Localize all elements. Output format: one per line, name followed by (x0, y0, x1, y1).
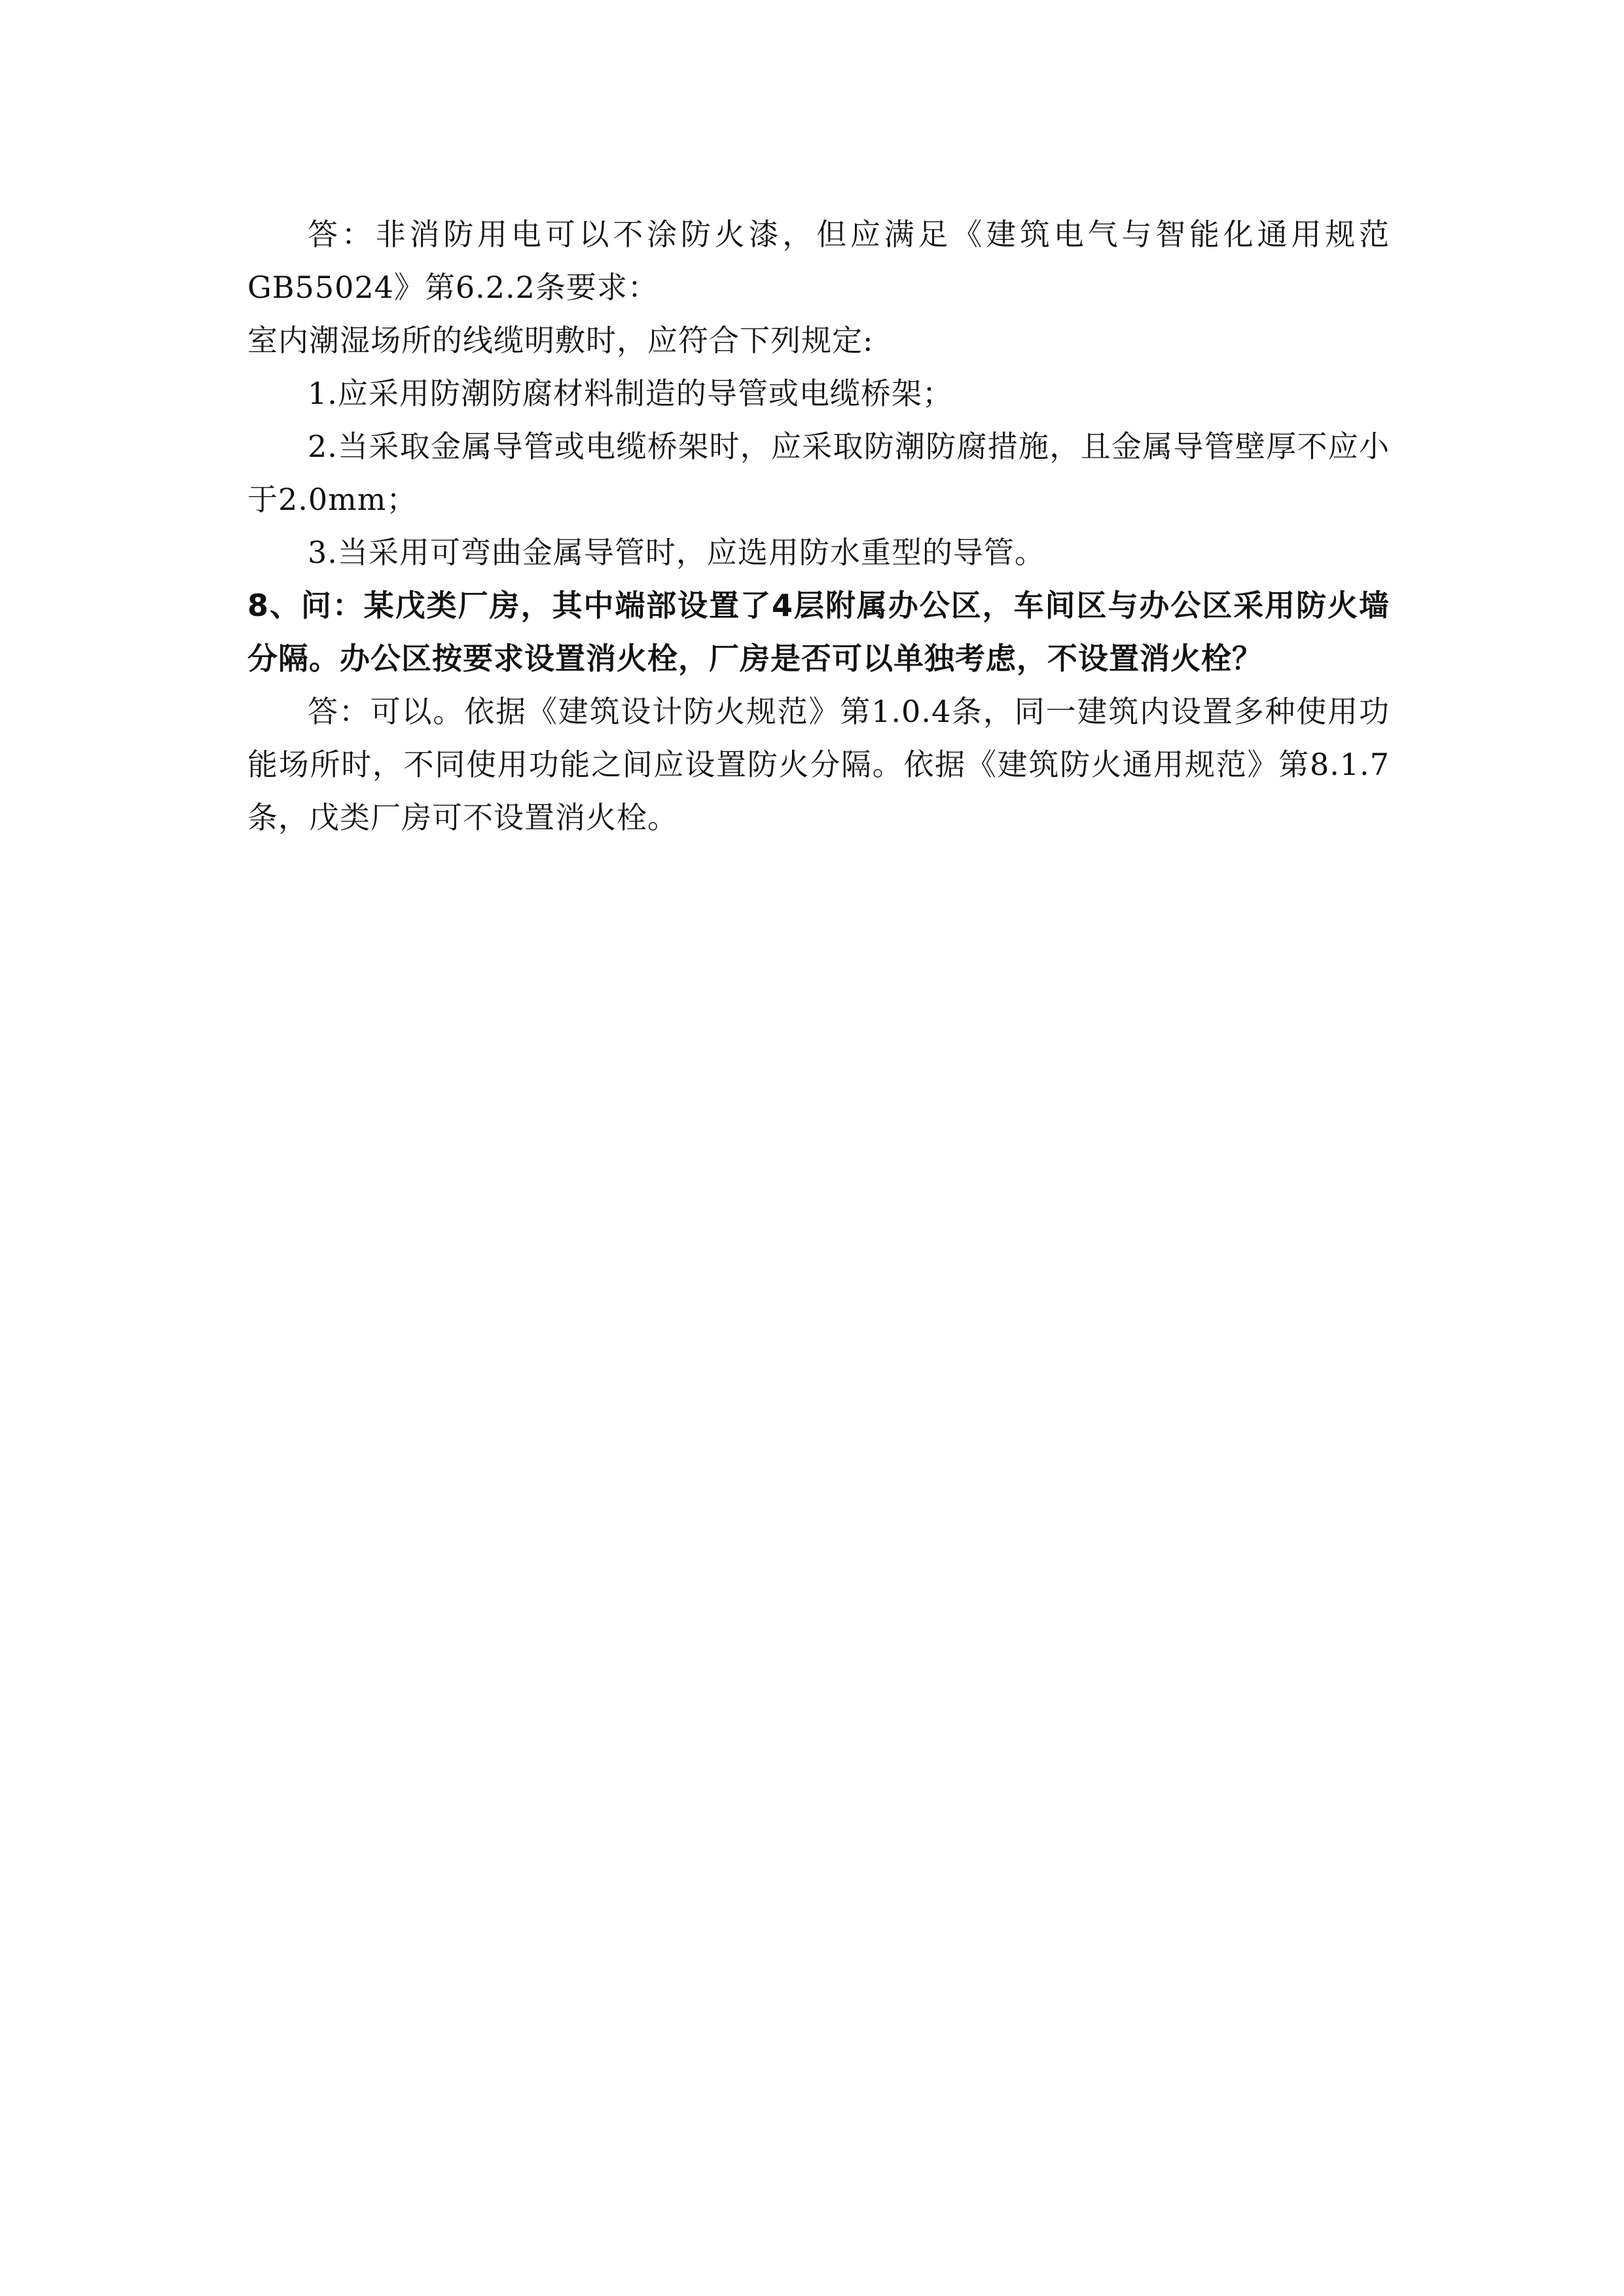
answer-paragraph-7: 答：非消防用电可以不涂防火漆，但应满足《建筑电气与智能化通用规范GB55024》第6.2.2条要求： (247, 217, 1390, 305)
question-paragraph-8: 8、问：某戊类厂房，其中端部设置了4层附属办公区，车间区与办公区采用防火墙分隔。办公区按要求设置消火栓，厂房是否可以单独考虑，不设置消火栓？ (247, 588, 1390, 676)
rule-item-2: 2.当采取金属导管或电缆桥架时，应采取防潮防腐措施，且金属导管壁厚不应小于2.0mm； (247, 429, 1390, 517)
rule-intro-paragraph: 室内潮湿场所的线缆明敷时，应符合下列规定: (247, 323, 874, 358)
rule-item-1: 1.应采用防潮防腐材料制造的导管或电缆桥架； (308, 376, 953, 411)
answer-paragraph-8: 答：可以。依据《建筑设计防火规范》第1.0.4条，同一建筑内设置多种使用功能场所时，不同使用功能之间应设置防火分隔。依据《建筑防火通用规范》第8.1.7条，戊类厂房可不设置消火栓。 (247, 694, 1390, 835)
document-body (247, 208, 1390, 844)
rule-item-3: 3.当采用可弯曲金属导管时，应选用防水重型的导管。 (308, 535, 1045, 570)
